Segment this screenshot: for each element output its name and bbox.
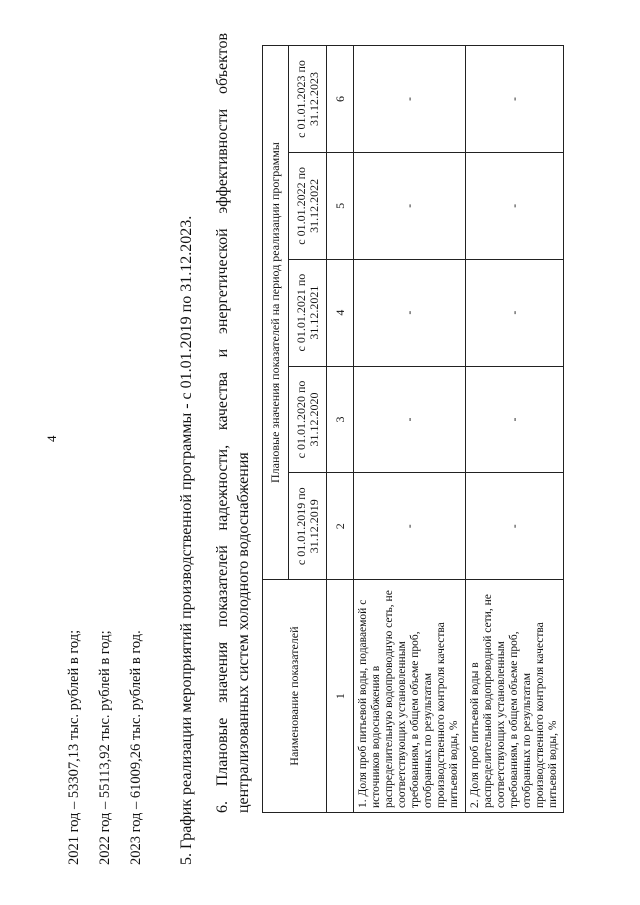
indicators-table <box>262 45 564 813</box>
table-row <box>354 46 466 813</box>
header-period-2020: с 01.01.2020 по 31.12.2020 <box>289 366 327 473</box>
header-planned-values: Плановые значения показателей на период реализации программы <box>263 46 289 580</box>
table-cell: - <box>466 366 564 473</box>
table-cell: - <box>354 152 466 259</box>
header-period-2021: с 01.01.2021 по 31.12.2021 <box>289 259 327 366</box>
table-cell: - <box>466 152 564 259</box>
table-cell: - <box>466 46 564 153</box>
column-number: 5 <box>327 152 354 259</box>
table-cell: - <box>354 366 466 473</box>
column-number: 2 <box>327 473 354 580</box>
section-6-heading: 6. Плановые значения показателей надежности, качества и энергетической эффективности объектов централизованных систем холодного водоснабжения <box>214 33 252 813</box>
header-indicator-name: Наименование показателей <box>263 580 327 813</box>
column-number: 3 <box>327 366 354 473</box>
column-number: 6 <box>327 46 354 153</box>
table-row <box>466 46 564 813</box>
table-cell: - <box>354 46 466 153</box>
funding-line-2022: 2022 год – 55113,92 тыс. рублей в год; <box>97 630 113 865</box>
indicator-name: 2. Доля проб питьевой воды в распределительной водопроводной сети, не соответствующих установленным требованиям, в общем объеме проб, отобранных по результатам производственного контроля качества питьевой воды, % <box>466 580 564 813</box>
table-cell: - <box>466 473 564 580</box>
header-period-2019: с 01.01.2019 по 31.12.2019 <box>289 473 327 580</box>
page-number: 4 <box>44 435 59 442</box>
header-period-2023: с 01.01.2023 по 31.12.2023 <box>289 46 327 153</box>
header-period-2022: с 01.01.2022 по 31.12.2022 <box>289 152 327 259</box>
table-cell: - <box>354 259 466 366</box>
indicator-name: 1. Доля проб питьевой воды, подаваемой с источников водоснабжения в распределительную водопроводную сеть, не соответствующих установленным требованиям, в общем объеме проб, отобранных по результатам производственного контроля качества питьевой воды, % <box>354 580 466 813</box>
column-number: 4 <box>327 259 354 366</box>
table-cell: - <box>354 473 466 580</box>
funding-line-2023: 2023 год – 61009,26 тыс. рублей в год. <box>128 630 144 865</box>
section-5-heading: 5. График реализации мероприятий производственной программы - с 01.01.2019 по 31.12.2023. <box>178 215 195 865</box>
funding-line-2021: 2021 год – 53307,13 тыс. рублей в год; <box>66 629 82 865</box>
table-cell: - <box>466 259 564 366</box>
column-number: 1 <box>327 580 354 813</box>
